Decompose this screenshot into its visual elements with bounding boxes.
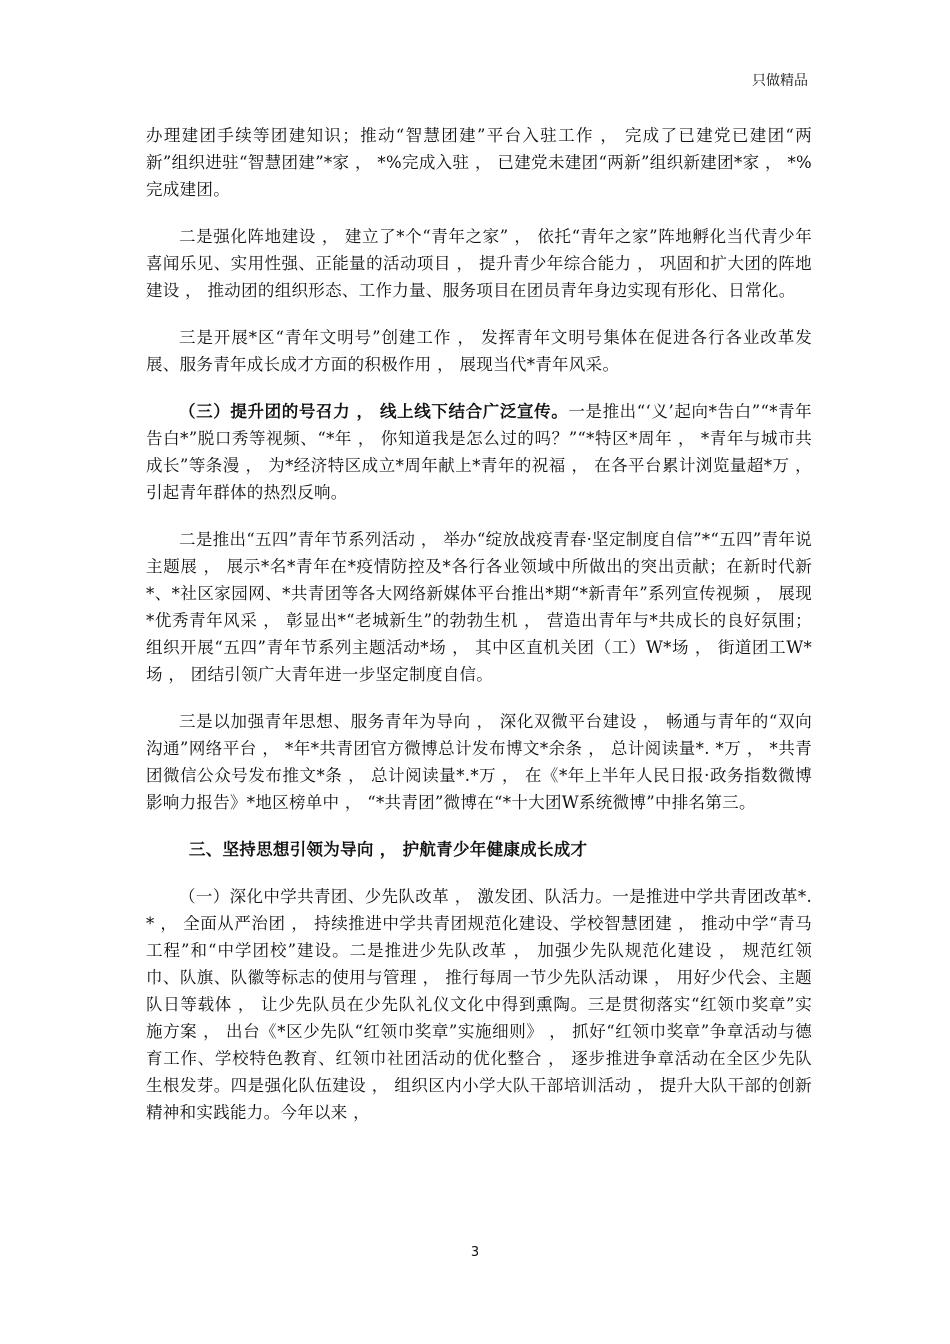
paragraph-7: （一）深化中学共青团、少先队改革 ， 激发团、队活力。一是推进中学共青团改革*. * ， 全面从严治团 ， 持续推进中学共青团规范化建设、学校智慧团建 ， 推动中学“青马工程”和“中学团校”建设。二是推进少先队改革 ， 加强少先队规范化建设 ， 规范红领巾、队旗、队徽等标志的使用与管理 ， 推行每周一节少先队活动课 ， 用好少代会、主题队日等载体 ， 让少先队员在少先队礼仪文化中得到熏陶。三是贯彻落实“红领巾奖章”实施方案 ， 出台《*区少先队“红领巾奖章”实施细则》 ， 抓好“红领巾奖章”争章活动与德育工作、学校特色教育、红领巾社团活动的优化整合 ， 逐步推进争章活动在全区少先队生根发芽。四是强化队伍建设 ， 组织区内小学大队干部培训活动 ， 提升大队干部的创新精神和实践能力。今年以来 ， [146,887,812,1122]
body-text [146,122,812,1126]
paragraph-4 [146,398,812,506]
paragraph-4-heading: （三）提升团的号召力 ， 线上线下结合广泛宣传。 [179,402,569,421]
page-number: 3 [470,1245,480,1260]
paragraph-6: 三是以加强青年思想、服务青年为导向 ， 深化双微平台建设 ， 畅通与青年的“双向沟通”网络平台 ， *年*共青团官方微博总计发布博文*余条 ， 总计阅读量*. *万 ， *共青团微信公众号发布推文*条 ， 总计阅读量*.*万 ， 在《*年上半年人民日报·政务指数微博影响力报告》*地区榜单中 ， “*共青团”微博在“*十大团W系统微博”中排名第三。 [146,712,812,812]
header-note: 只做精品 [752,73,808,89]
paragraph-5: 二是推出“五四”青年节系列活动 ， 举办“绽放战疫青春·坚定制度自信”*“五四”青年说主题展 ， 展示*名*青年在*疫情防控及*各行各业领域中所做出的突出贡献；在新时代新*、*社区家园网、*共青团等各大网络新媒体平台推出*期“*新青年”系列宣传视频 ， 展现*优秀青年风采 ， 彰显出*“老城新生”的勃勃生机 ， 营造出青年与*共成长的良好氛围；组织开展“五四”青年节系列主题活动*场 ， 其中区直机关团（工）W*场 ， 街道团工W*场 ， 团结引领广大青年进一步坚定制度自信。 [146,530,812,684]
section-heading-3: 三、坚持思想引领为导向 ， 护航青少年健康成长成才 [188,840,588,859]
paragraph-3: 三是开展*区“青年文明号”创建工作 ， 发挥青年文明号集体在促进各行各业改革发展、服务青年成长成才方面的积极作用 ， 展现当代*青年风采。 [146,328,812,374]
paragraph-2: 二是强化阵地建设 ， 建立了*个“青年之家” ， 依托“青年之家”阵地孵化当代青少年喜闻乐见、实用性强、正能量的活动项目 ， 提升青少年综合能力 ， 巩固和扩大团的阵地建设 ， 推动团的组织形态、工作力量、服务项目在团员青年身边实现有形化、日常化。 [146,227,812,300]
paragraph-4-body: 一是推出“‘义’起向*告白”“*青年告白*”脱口秀等视频、“*年 ， 你知道我是怎么过的吗？”“*特区*周年 ， *青年与城市共成长”等条漫 ， 为*经济特区成立*周年献上*青年的祝福 ， 在各平台累计浏览量超*万 ， 引起青年群体的热烈反响。 [146,402,812,502]
paragraph-1: 办理建团手续等团建知识；推动“智慧团建”平台入驻工作 ， 完成了已建党已建团“两新”组织进驻“智慧团建”*家 ， *%完成入驻 ， 已建党未建团“两新”组织新建团*家 ， *%完成建团。 [146,126,812,199]
